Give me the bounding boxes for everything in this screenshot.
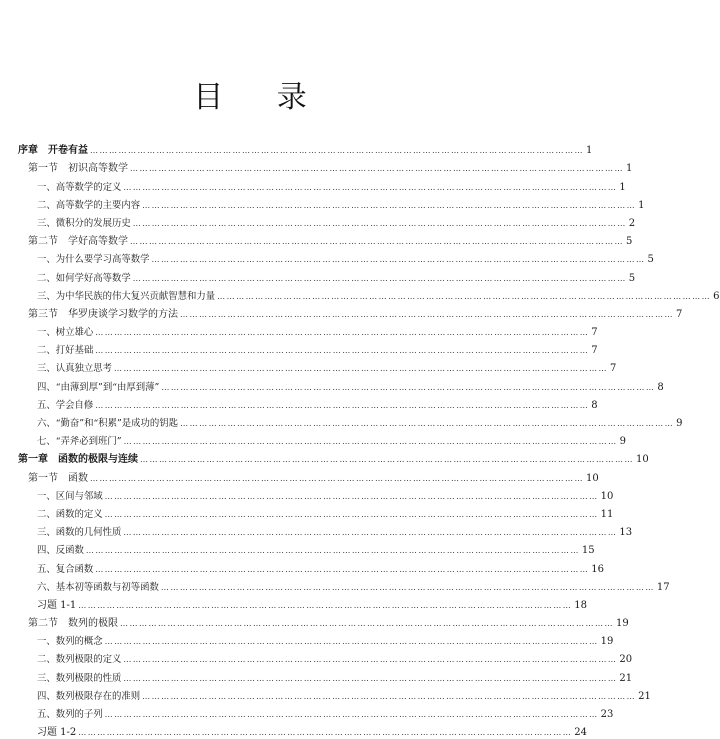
toc-page-number: 21 <box>638 690 651 702</box>
toc-entry-label: 六、“勤奋”和“积累”是成功的钥匙 <box>37 418 179 429</box>
toc-exercise-entry[interactable] <box>0 721 588 739</box>
toc-entry-label: 第一节 初识高等数学 <box>28 163 128 175</box>
toc-entry-label: 三、微积分的发展历史 <box>37 217 131 229</box>
toc-subsection-entry[interactable] <box>0 557 604 575</box>
toc-section-entry[interactable] <box>0 230 633 248</box>
toc-subsection-entry[interactable] <box>0 430 626 448</box>
toc-subsection-entry[interactable] <box>0 248 654 266</box>
dot-leader: ………………………………………………………………………………………………………………………………………… <box>123 182 618 192</box>
toc-page-number: 23 <box>600 709 614 720</box>
dot-leader: ………………………………………………………………………………………………………………………………………… <box>95 564 590 574</box>
toc-entry-label: 二、如何学好高等数学 <box>37 272 131 284</box>
dot-leader: ………………………………………………………………………………………………………………………………………… <box>104 710 599 719</box>
toc-entry-label: 二、函数的定义 <box>37 508 103 520</box>
toc-page-number: 7 <box>610 363 617 375</box>
toc-entry-label: 第三节 华罗庚谈学习数学的方法 <box>28 308 178 320</box>
toc-page-number: 1 <box>586 145 593 157</box>
dot-leader: ………………………………………………………………………………………………………………………………………… <box>130 164 624 174</box>
toc-page-number: 2 <box>628 217 636 229</box>
dot-leader: ………………………………………………………………………………………………………………………………………… <box>78 728 573 738</box>
dot-leader: ………………………………………………………………………………………………………………………………………… <box>180 309 674 319</box>
dot-leader: ………………………………………………………………………………………………………………………………………… <box>132 273 627 283</box>
dot-leader: ………………………………………………………………………………………………………………………………………… <box>151 255 646 265</box>
toc-subsection-entry[interactable] <box>0 175 626 193</box>
dot-leader: ………………………………………………………………………………………………………………………………………… <box>123 528 618 538</box>
toc-page-number: 15 <box>581 545 595 557</box>
dot-leader: ………………………………………………………………………………………………………………………………………… <box>114 364 609 374</box>
dot-leader: ………………………………………………………………………………………………………………………………………… <box>217 291 712 301</box>
toc-entry-label: 一、树立雄心 <box>37 327 94 339</box>
toc-subsection-entry[interactable] <box>0 703 614 721</box>
toc-exercise-entry[interactable] <box>0 594 588 612</box>
toc-subsection-entry[interactable] <box>0 194 645 212</box>
dot-leader: ………………………………………………………………………………………………………………………………………… <box>95 400 590 410</box>
toc-entry-label: 五、学会自修 <box>37 399 94 411</box>
toc-page-number: 8 <box>591 399 598 411</box>
toc-subsection-entry[interactable] <box>0 266 636 284</box>
toc-subsection-entry[interactable] <box>0 503 614 521</box>
toc-entry-label: 七、“弄斧必到班门” <box>37 436 122 448</box>
toc-page-number: 1 <box>626 163 633 175</box>
toc-page-number: 7 <box>591 327 598 339</box>
toc-entry-label: 二、高等数学的主要内容 <box>37 199 141 211</box>
toc-entry-label: 一、为什么要学习高等数学 <box>37 254 150 266</box>
dot-leader: ………………………………………………………………………………………………………………………………………… <box>90 146 584 156</box>
toc-entry-label: 第一节 函数 <box>28 472 88 484</box>
table-of-contents <box>0 139 720 739</box>
toc-section-entry[interactable] <box>0 303 683 321</box>
toc-entry-label: 序章 开卷有益 <box>18 145 88 157</box>
toc-page-number: 5 <box>647 254 654 266</box>
toc-subsection-entry[interactable] <box>0 321 598 339</box>
toc-page-number: 9 <box>676 418 683 429</box>
dot-leader: ………………………………………………………………………………………………………………………………………… <box>85 546 580 556</box>
dot-leader: ………………………………………………………………………………………………………………………………………… <box>123 673 618 683</box>
toc-page-number: 5 <box>626 236 633 248</box>
dot-leader: ………………………………………………………………………………………………………………………………………… <box>180 419 675 428</box>
toc-entry-label: 第二节 学好高等数学 <box>28 236 128 248</box>
toc-entry-label: 四、反函数 <box>37 545 84 557</box>
toc-entry-label: 五、数列的子列 <box>37 709 103 720</box>
toc-entry-label: 一、数列的概念 <box>37 636 103 648</box>
toc-page-number: 6 <box>713 290 720 302</box>
toc-page-number: 18 <box>574 599 588 611</box>
toc-entry-label: 习题 1-2 <box>37 727 77 739</box>
toc-subsection-entry[interactable] <box>0 375 664 393</box>
toc-page-number: 10 <box>636 454 649 466</box>
toc-entry-label: 二、打好基础 <box>37 345 94 357</box>
dot-leader: ………………………………………………………………………………………………………………………………………… <box>142 200 637 210</box>
toc-subsection-entry[interactable] <box>0 521 633 539</box>
toc-subsection-entry[interactable] <box>0 630 614 648</box>
toc-entry-label: 一、高等数学的定义 <box>37 181 122 193</box>
toc-section-entry[interactable] <box>0 157 633 175</box>
dot-leader: ………………………………………………………………………………………………………………………………………… <box>95 346 590 356</box>
dot-leader: ………………………………………………………………………………………………………………………………………… <box>104 637 599 647</box>
toc-subsection-entry[interactable] <box>0 357 617 375</box>
toc-page-number: 10 <box>600 490 614 502</box>
toc-entry-label: 二、数列极限的定义 <box>37 654 122 666</box>
toc-page-number: 5 <box>628 272 636 284</box>
toc-subsection-entry[interactable] <box>0 666 633 684</box>
toc-entry-label: 习题 1-1 <box>37 599 77 611</box>
toc-subsection-entry[interactable] <box>0 539 595 557</box>
toc-entry-label: 三、函数的几何性质 <box>37 527 122 539</box>
toc-subsection-entry[interactable] <box>0 394 598 412</box>
dot-leader: ………………………………………………………………………………………………………………………………………… <box>120 619 614 629</box>
dot-leader: ………………………………………………………………………………………………………………………………………… <box>123 655 618 665</box>
dot-leader: ………………………………………………………………………………………………………………………………………… <box>78 600 573 610</box>
toc-entry-label: 三、为中华民族的伟大复兴贡献智慧和力量 <box>37 290 216 302</box>
dot-leader: ………………………………………………………………………………………………………………………………………… <box>132 218 627 228</box>
toc-page-number: 13 <box>619 527 633 539</box>
toc-page-number: 24 <box>574 727 588 739</box>
toc-page-number: 10 <box>586 472 599 484</box>
toc-page-number: 19 <box>600 636 614 648</box>
toc-subsection-entry[interactable] <box>0 576 670 594</box>
toc-page-number: 1 <box>638 199 645 211</box>
dot-leader: ………………………………………………………………………………………………………………………………………… <box>140 455 634 465</box>
toc-page-number: 7 <box>676 308 683 320</box>
toc-subsection-entry[interactable] <box>0 485 614 503</box>
toc-subsection-entry[interactable] <box>0 339 598 357</box>
dot-leader: ………………………………………………………………………………………………………………………………………… <box>104 509 599 519</box>
dot-leader: ………………………………………………………………………………………………………………………………………… <box>123 437 618 447</box>
dot-leader: ………………………………………………………………………………………………………………………………………… <box>95 328 590 338</box>
toc-page-number: 19 <box>616 618 629 630</box>
toc-page-number: 21 <box>619 672 633 684</box>
toc-page-number: 9 <box>619 436 626 448</box>
toc-section-entry[interactable] <box>0 612 629 630</box>
toc-entry-label: 一、区间与邻域 <box>37 490 103 502</box>
dot-leader: ………………………………………………………………………………………………………………………………………… <box>90 473 584 483</box>
toc-chapter-entry[interactable] <box>0 139 593 157</box>
dot-leader: ………………………………………………………………………………………………………………………………………… <box>130 237 624 247</box>
dot-leader: ………………………………………………………………………………………………………………………………………… <box>104 491 599 501</box>
toc-page-number: 11 <box>600 508 614 520</box>
toc-page-number: 7 <box>591 345 598 357</box>
toc-subsection-entry[interactable] <box>0 285 720 303</box>
toc-chapter-entry[interactable] <box>0 448 649 466</box>
toc-section-entry[interactable] <box>0 466 599 484</box>
dot-leader: ………………………………………………………………………………………………………………………………………… <box>142 691 637 701</box>
toc-subsection-entry[interactable] <box>0 648 633 666</box>
toc-subsection-entry[interactable] <box>0 212 636 230</box>
toc-page-number: 1 <box>619 181 626 193</box>
toc-entry-label: 五、复合函数 <box>37 563 94 575</box>
toc-subsection-entry[interactable] <box>0 685 651 703</box>
toc-subsection-entry[interactable] <box>0 412 683 430</box>
toc-entry-label: 第二节 数列的极限 <box>28 618 118 630</box>
toc-entry-label: 四、“由薄到厚”到“由厚到薄” <box>37 381 160 393</box>
dot-leader: ………………………………………………………………………………………………………………………………………… <box>160 582 655 592</box>
page-title: 目 录 <box>193 80 329 115</box>
toc-entry-label: 六、基本初等函数与初等函数 <box>37 581 159 593</box>
dot-leader: ………………………………………………………………………………………………………………………………………… <box>161 382 656 392</box>
toc-page-number: 20 <box>619 654 633 666</box>
toc-entry-label: 三、数列极限的性质 <box>37 672 122 684</box>
toc-page-number: 8 <box>657 381 664 393</box>
toc-page-number: 16 <box>591 563 604 575</box>
toc-entry-label: 三、认真独立思考 <box>37 363 113 375</box>
toc-page-number: 17 <box>656 581 670 593</box>
toc-entry-label: 四、数列极限存在的准则 <box>37 690 141 702</box>
toc-entry-label: 第一章 函数的极限与连续 <box>18 454 138 466</box>
